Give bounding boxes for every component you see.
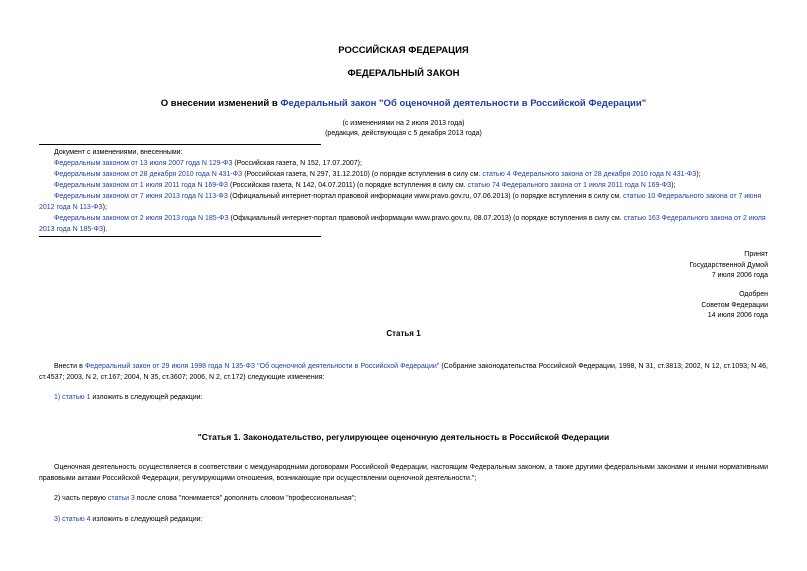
edition-note-1: (с изменениями на 2 июля 2013 года) [342, 120, 465, 127]
amendment-source: (Официальный интернет-портал правовой информации www.pravo.gov.ru, 07.06.2013) (о порядке вступления в силу см. [227, 193, 624, 200]
amendment-link-113[interactable]: Федеральным законом от 7 июня 2013 года N 113-ФЗ [54, 193, 228, 200]
law-title [0, 98, 807, 109]
amendment-source: (Российская газета, N 297, 31.12.2010) (о порядке вступления в силу см. [242, 171, 483, 178]
duma-label: Государственной Думой [689, 261, 768, 269]
list-item [54, 493, 356, 504]
approved-label: Одобрен [739, 291, 768, 298]
item-text: изложить в следующей редакции: [90, 394, 203, 401]
amendment-source: (Официальный интернет-портал правовой информации www.pravo.gov.ru, 08.07.2013) (о порядке вступления в силу см. [228, 215, 624, 222]
quoted-article-text: Оценочная деятельность осуществляется в соответствии с международными договорами Российской Федерации, настоящим Федеральным законом, а также другими федеральными законами и иными нормативными правовыми актами Российской Федерации, регулирующими отношения, возникающие при осуществлении оценочной деятельности."; [39, 464, 768, 482]
divider-bottom [39, 236, 321, 237]
article-heading: Статья 1 [386, 329, 421, 338]
changes-intro: Документ с изменениями, внесенными: [54, 149, 183, 156]
intro-text: Внести в [54, 363, 85, 370]
amendment-source: (Российская газета, N 142, 04.07.2011) (о порядке вступления в силу см. [228, 182, 468, 189]
country-heading: РОССИЙСКАЯ ФЕДЕРАЦИЯ [338, 45, 469, 56]
changes-list [39, 147, 768, 235]
approved-date: 14 июля 2006 года [707, 312, 768, 319]
edition-note-2: (редакция, действующая с 5 декабря 2013 года) [325, 130, 482, 137]
amendment-link-169[interactable]: Федеральным законом от 1 июля 2011 года N 169-ФЗ [54, 182, 229, 189]
item-text: 2) часть первую [54, 495, 108, 502]
punctuation: ); [671, 182, 676, 189]
intro-text: (Собрание законодательства Российской Федерации, 1998, N 31, ст.3813; 2002, N 12, ст.1093; N 46, ст.4537; 2003, N 2, ст.167; 2004, N 35, ст.3607; 2006, N 2, ст.172) следующие изменения: [39, 363, 768, 381]
list-item [39, 158, 768, 169]
list-item [39, 213, 768, 235]
list-item [54, 514, 203, 525]
article-3-link[interactable]: статьи 3 [107, 495, 135, 502]
punctuation: ); [102, 204, 107, 211]
law-type-heading: ФЕДЕРАЛЬНЫЙ ЗАКОН [347, 68, 460, 79]
amendment-link-431[interactable]: Федеральным законом от 28 декабря 2010 года N 431-ФЗ [54, 171, 243, 178]
article-link-185[interactable]: статью 163 Федерального закона от 2 июля 2013 года N 185-ФЗ [39, 215, 766, 233]
accepted-label: Принят [744, 251, 768, 258]
list-item [39, 169, 768, 180]
article-link-113[interactable]: статью 10 Федерального закона от 7 июня 2012 года N 113-ФЗ [39, 193, 762, 211]
article-4-link[interactable]: статью 4 [62, 516, 91, 523]
list-item [39, 191, 768, 213]
article-intro [39, 361, 768, 383]
law-title-prefix: О внесении изменений в [160, 98, 281, 109]
item-text: после слова "понимается" дополнить словом "профессиональная"; [134, 495, 357, 502]
article-link-431[interactable]: статью 4 Федерального закона от 28 декабря 2010 года N 431-ФЗ [482, 171, 697, 178]
list-item [54, 392, 203, 403]
divider-top [39, 144, 321, 145]
amendment-link-129[interactable]: Федеральным законом от 13 июля 2007 года N 129-ФЗ [54, 160, 233, 167]
punctuation: ); [696, 171, 701, 178]
base-law-link[interactable]: Федеральный закон от 29 июля 1998 года N 135-ФЗ "Об оценочной деятельности в Российской Федерации" [84, 363, 440, 370]
council-label: Советом Федерации [701, 301, 768, 309]
article-link-169[interactable]: статью 74 Федерального закона от 1 июля 2011 года N 169-ФЗ [467, 182, 672, 189]
item-text: изложить в следующей редакции: [90, 516, 203, 523]
adoption-council [701, 290, 768, 322]
amendment-link-185[interactable]: Федеральным законом от 2 июля 2013 года N 185-ФЗ [54, 215, 229, 222]
list-item [39, 180, 768, 191]
quoted-article-heading: "Статья 1. Законодательство, регулирующее оценочную деятельность в Российской Федерации [197, 432, 610, 442]
accepted-date: 7 июля 2006 года [711, 272, 768, 279]
law-title-link[interactable]: Федеральный закон "Об оценочной деятельности в Российской Федерации" [280, 98, 647, 109]
article-1-link[interactable]: статью 1 [62, 394, 91, 401]
item-number[interactable]: 3) [54, 516, 63, 523]
punctuation: ). [103, 226, 108, 233]
amendment-source: (Российская газета, N 152, 17.07.2007); [232, 160, 362, 167]
adoption-duma [689, 250, 768, 282]
item-number[interactable]: 1) [54, 394, 63, 401]
